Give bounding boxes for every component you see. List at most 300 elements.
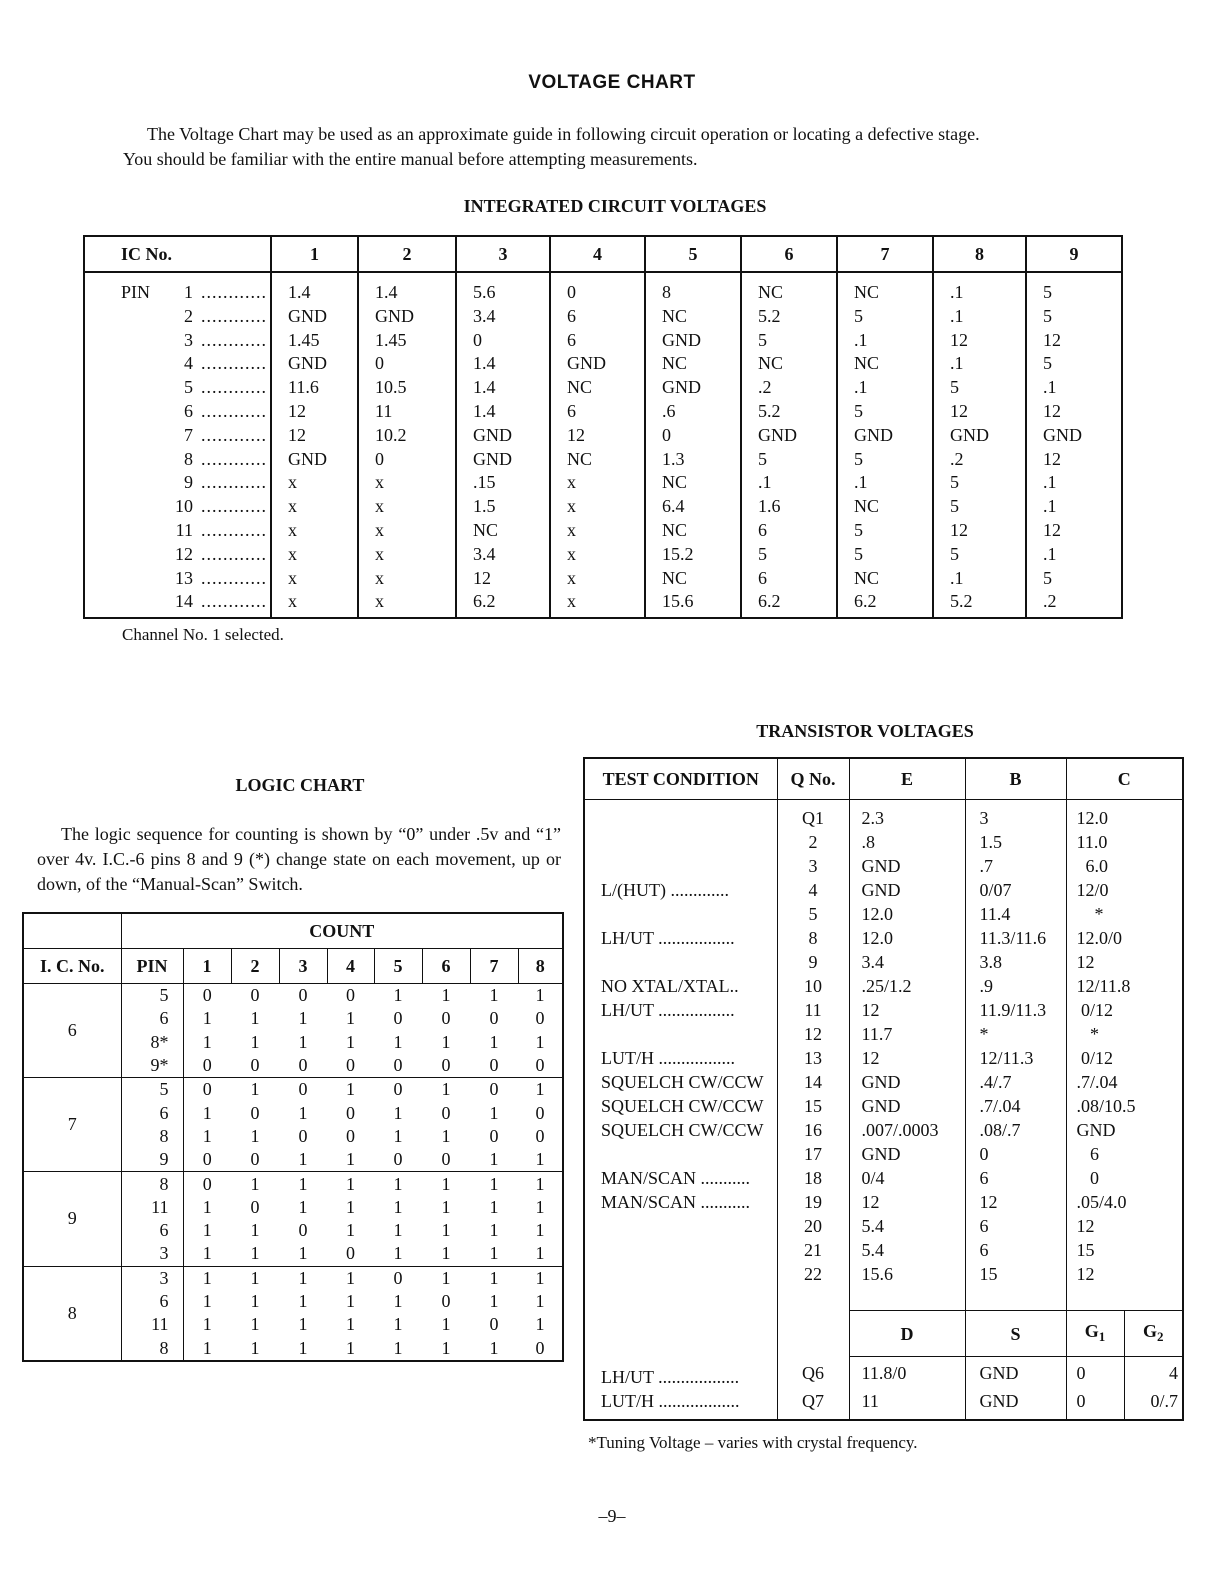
fet-header-row bbox=[584, 1311, 1183, 1357]
logic-state-cell: 1 bbox=[346, 1008, 355, 1029]
voltage-cell: NC bbox=[550, 376, 645, 400]
logic-state-cell: 1 bbox=[250, 1314, 260, 1335]
emitter-voltage-cell: 5.4 bbox=[849, 1214, 965, 1238]
voltage-cell: NC bbox=[645, 352, 741, 376]
voltage-cell: x bbox=[550, 471, 645, 495]
logic-state-cell: 1 bbox=[346, 1314, 355, 1335]
intro-paragraph bbox=[123, 122, 1113, 172]
count-column-header: 4 bbox=[327, 949, 374, 984]
logic-state-cell: 1 bbox=[298, 1314, 308, 1335]
logic-state-cell: 0 bbox=[231, 1054, 279, 1078]
collector-voltage-cell: 12.0 bbox=[1076, 808, 1108, 828]
voltage-cell: 12 bbox=[271, 424, 358, 448]
logic-state-cell: 1 bbox=[279, 1148, 327, 1172]
ic-column-header: 8 bbox=[933, 236, 1026, 272]
pin-number: 13 bbox=[175, 567, 193, 588]
voltage-cell: .1 bbox=[933, 352, 1026, 376]
test-condition-cell bbox=[584, 950, 777, 974]
voltage-cell: .1 bbox=[741, 471, 837, 495]
emitter-voltage-cell: 2.3 bbox=[849, 800, 965, 831]
tuning-voltage-note: *Tuning Voltage – varies with crystal frequency. bbox=[588, 1433, 918, 1452]
voltage-cell: 5 bbox=[837, 543, 933, 567]
logic-state-cell: 0 bbox=[489, 1125, 499, 1146]
voltage-cell: NC bbox=[550, 448, 645, 472]
transistor-row bbox=[584, 950, 1183, 974]
voltage-cell: x bbox=[271, 590, 358, 618]
logic-state-cell: 1 bbox=[327, 1148, 374, 1172]
logic-state-cell: 1 bbox=[393, 1125, 403, 1146]
logic-state-cell: 1 bbox=[535, 1173, 545, 1194]
test-condition-cell: LH/UT .................. bbox=[584, 1357, 777, 1389]
logic-state-cell: 0 bbox=[393, 1079, 403, 1100]
pin-number: 5 bbox=[184, 377, 193, 398]
voltage-cell: NC bbox=[837, 567, 933, 591]
g1-header bbox=[1066, 1311, 1124, 1357]
pin-number: 6 bbox=[184, 400, 193, 421]
test-condition-cell: LH/UT ................. bbox=[584, 926, 777, 950]
pin-number: 11 bbox=[175, 519, 193, 540]
voltage-cell: NC bbox=[456, 519, 550, 543]
voltage-cell: NC bbox=[645, 305, 741, 329]
logic-state-cell: 1 bbox=[231, 1242, 279, 1266]
ic-column-header: 5 bbox=[645, 236, 741, 272]
pin-number: 12 bbox=[175, 543, 193, 564]
ic-pin-cell bbox=[84, 590, 271, 618]
leader-dots: ............ bbox=[201, 496, 267, 517]
voltage-cell: 5 bbox=[837, 519, 933, 543]
logic-state-cell: 1 bbox=[250, 1125, 260, 1146]
voltage-cell: 1.4 bbox=[271, 272, 358, 305]
spacer-cell bbox=[777, 1286, 849, 1311]
gate-subscript: 2 bbox=[1157, 1328, 1164, 1344]
logic-state-cell: 0 bbox=[183, 1054, 231, 1078]
voltage-cell: x bbox=[550, 495, 645, 519]
voltage-cell: x bbox=[358, 543, 456, 567]
voltage-cell: x bbox=[358, 471, 456, 495]
voltage-cell: GND bbox=[456, 448, 550, 472]
count-column-header: 8 bbox=[518, 949, 563, 984]
logic-state-cell: 0 bbox=[202, 1079, 212, 1100]
count-column-header: 5 bbox=[374, 949, 422, 984]
transistor-row bbox=[584, 1118, 1183, 1142]
intro-line-2: You should be familiar with the entire manual before attempting measurements. bbox=[123, 149, 698, 169]
d-header: D bbox=[849, 1311, 965, 1357]
pin-number: 10 bbox=[175, 496, 193, 517]
voltage-cell: .1 bbox=[1026, 471, 1122, 495]
voltage-cell: 6 bbox=[741, 567, 837, 591]
transistor-row bbox=[584, 1262, 1183, 1286]
logic-state-cell: 0 bbox=[535, 1102, 545, 1123]
spacer-cell bbox=[1066, 1286, 1183, 1311]
logic-state-cell: 1 bbox=[298, 1008, 308, 1029]
logic-state-cell: 1 bbox=[441, 1031, 451, 1052]
base-voltage-cell: 3.8 bbox=[965, 950, 1066, 974]
ic-column-header: 6 bbox=[741, 236, 837, 272]
pin-number: 3 bbox=[184, 329, 193, 350]
test-condition-cell bbox=[584, 854, 777, 878]
logic-state-cell: 1 bbox=[250, 1267, 260, 1288]
voltage-cell: 0 bbox=[550, 272, 645, 305]
fet-header-blank bbox=[777, 1311, 849, 1357]
logic-state-cell: 1 bbox=[250, 1008, 260, 1029]
leader-dots: ............ bbox=[201, 282, 267, 302]
emitter-voltage-cell: 11.7 bbox=[849, 1022, 965, 1046]
logic-state-cell: 1 bbox=[489, 1031, 499, 1052]
voltage-cell: NC bbox=[741, 272, 837, 305]
logic-state-cell: 1 bbox=[535, 1267, 545, 1288]
pin-cell: 9* bbox=[121, 1054, 183, 1078]
transistor-row bbox=[584, 998, 1183, 1022]
logic-state-cell: 1 bbox=[518, 1242, 563, 1266]
logic-state-cell: 1 bbox=[346, 1196, 355, 1217]
source-voltage-cell: GND bbox=[965, 1389, 1066, 1420]
transistor-row bbox=[584, 1070, 1183, 1094]
transistor-row bbox=[584, 1022, 1183, 1046]
transistor-row bbox=[584, 1190, 1183, 1214]
logic-state-cell: 1 bbox=[202, 1196, 212, 1217]
base-voltage-cell: 12/11.3 bbox=[965, 1046, 1066, 1070]
ic-pin-cell bbox=[84, 272, 271, 305]
logic-intro bbox=[37, 822, 561, 897]
transistor-row bbox=[584, 854, 1183, 878]
logic-state-cell: 1 bbox=[202, 1267, 212, 1288]
emitter-voltage-cell: 12.0 bbox=[849, 902, 965, 926]
logic-state-cell: 1 bbox=[250, 1291, 260, 1311]
test-condition-cell: LUT/H ................. bbox=[584, 1046, 777, 1070]
voltage-cell: x bbox=[550, 567, 645, 591]
voltage-cell: .2 bbox=[741, 376, 837, 400]
logic-state-cell: 1 bbox=[393, 1102, 403, 1123]
test-condition-cell: NO XTAL/XTAL.. bbox=[584, 974, 777, 998]
logic-state-cell: 1 bbox=[346, 1267, 355, 1288]
base-voltage-cell: 12 bbox=[965, 1190, 1066, 1214]
collector-voltage-cell: 6 bbox=[1076, 1144, 1099, 1164]
transistor-row bbox=[584, 926, 1183, 950]
logic-state-cell: 1 bbox=[535, 1220, 545, 1241]
q-number-cell: 16 bbox=[777, 1118, 849, 1142]
q-number-cell: 3 bbox=[777, 854, 849, 878]
leader-dots: ............ bbox=[201, 543, 267, 564]
logic-state-cell: 1 bbox=[250, 1031, 260, 1052]
collector-voltage-cell: 6.0 bbox=[1076, 856, 1108, 876]
ic-row bbox=[84, 448, 1122, 472]
voltage-cell: NC bbox=[645, 567, 741, 591]
test-condition-cell bbox=[584, 1262, 777, 1286]
logic-state-cell: 1 bbox=[393, 1031, 403, 1052]
logic-state-cell: 1 bbox=[535, 1079, 545, 1100]
b-header: B bbox=[965, 758, 1066, 800]
intro-line-1: The Voltage Chart may be used as an approximate guide in following circuit operation or locating a defective stage. bbox=[147, 124, 980, 144]
ic-pin-cell bbox=[84, 329, 271, 353]
base-voltage-cell: 6 bbox=[965, 1238, 1066, 1262]
voltage-cell: 1.45 bbox=[271, 329, 358, 353]
logic-state-cell: 0 bbox=[231, 1148, 279, 1172]
collector-voltage-cell: 12/0 bbox=[1076, 880, 1109, 900]
leader-dots: ............ bbox=[201, 567, 267, 588]
logic-state-cell: 1 bbox=[422, 1336, 470, 1360]
logic-state-cell: 1 bbox=[518, 1148, 563, 1172]
logic-state-cell: 1 bbox=[441, 985, 451, 1006]
logic-state-cell: 1 bbox=[202, 1291, 212, 1311]
pin-header: PIN bbox=[121, 949, 183, 984]
logic-state-cell: 1 bbox=[441, 1173, 451, 1194]
e-header: E bbox=[849, 758, 965, 800]
collector-voltage-cell: .08/10.5 bbox=[1076, 1096, 1136, 1116]
leader-dots: ............ bbox=[201, 400, 267, 421]
logic-row bbox=[23, 1172, 563, 1196]
pin-number: 1 bbox=[184, 282, 193, 302]
ic-row bbox=[84, 376, 1122, 400]
logic-state-cell: 0 bbox=[489, 1314, 499, 1335]
pin-number: 9 bbox=[184, 472, 193, 493]
q-number-cell: 18 bbox=[777, 1166, 849, 1190]
voltage-cell: 5 bbox=[933, 376, 1026, 400]
collector-voltage-cell: 12 bbox=[1076, 952, 1095, 972]
test-condition-cell: LUT/H .................. bbox=[584, 1389, 777, 1420]
pin-cell: 8 bbox=[121, 1336, 183, 1360]
transistor-row bbox=[584, 830, 1183, 854]
logic-state-cell: 0 bbox=[279, 1054, 327, 1078]
logic-state-cell: 1 bbox=[346, 1220, 355, 1241]
pin-cell: 5 bbox=[121, 984, 183, 1008]
transistor-voltage-table bbox=[583, 757, 1184, 1421]
ic-pin-cell bbox=[84, 376, 271, 400]
test-condition-cell bbox=[584, 1214, 777, 1238]
logic-state-cell: 1 bbox=[441, 1220, 451, 1241]
logic-state-cell: 0 bbox=[327, 1242, 374, 1266]
leader-dots: ............ bbox=[201, 329, 267, 350]
logic-state-cell: 0 bbox=[393, 1008, 403, 1029]
test-condition-cell: SQUELCH CW/CCW bbox=[584, 1118, 777, 1142]
test-condition-header: TEST CONDITION bbox=[584, 758, 777, 800]
logic-state-cell: 1 bbox=[535, 1314, 545, 1335]
q-number-cell: 21 bbox=[777, 1238, 849, 1262]
pin-cell: 6 bbox=[121, 1101, 183, 1124]
transistor-row bbox=[584, 800, 1183, 831]
ic-column-header: 4 bbox=[550, 236, 645, 272]
voltage-cell: 12 bbox=[933, 400, 1026, 424]
logic-state-cell: 0 bbox=[374, 1054, 422, 1078]
emitter-voltage-cell: 12.0 bbox=[849, 926, 965, 950]
logic-state-cell: 1 bbox=[279, 1242, 327, 1266]
collector-voltage-cell: 15 bbox=[1076, 1240, 1095, 1260]
logic-state-cell: 1 bbox=[250, 1079, 260, 1100]
voltage-cell: .1 bbox=[933, 305, 1026, 329]
ic-row bbox=[84, 352, 1122, 376]
pin-cell: 11 bbox=[121, 1196, 183, 1219]
voltage-cell: x bbox=[550, 590, 645, 618]
logic-state-cell: 1 bbox=[470, 1148, 518, 1172]
logic-state-cell: 1 bbox=[202, 1125, 212, 1146]
voltage-cell: 11 bbox=[358, 400, 456, 424]
voltage-cell: .1 bbox=[933, 272, 1026, 305]
ic-row bbox=[84, 543, 1122, 567]
ic-row bbox=[84, 519, 1122, 543]
voltage-cell: x bbox=[550, 543, 645, 567]
logic-state-cell: 0 bbox=[298, 985, 308, 1006]
voltage-cell: x bbox=[358, 519, 456, 543]
collector-voltage-cell: 12 bbox=[1076, 1264, 1095, 1284]
count-column-header: 1 bbox=[183, 949, 231, 984]
voltage-cell: 3.4 bbox=[456, 305, 550, 329]
logic-state-cell: 1 bbox=[202, 1031, 212, 1052]
logic-state-cell: 0 bbox=[441, 1008, 451, 1029]
test-condition-cell bbox=[584, 1238, 777, 1262]
voltage-cell: x bbox=[271, 519, 358, 543]
logic-state-cell: 0 bbox=[518, 1336, 563, 1360]
transistor-row bbox=[584, 1142, 1183, 1166]
voltage-cell: NC bbox=[837, 495, 933, 519]
voltage-cell: 12 bbox=[1026, 329, 1122, 353]
logic-state-cell: 1 bbox=[393, 1173, 403, 1194]
leader-dots: ............ bbox=[201, 591, 267, 612]
ic-note: Channel No. 1 selected. bbox=[122, 625, 284, 644]
ic-row bbox=[84, 471, 1122, 495]
base-voltage-cell: 0/07 bbox=[965, 878, 1066, 902]
logic-state-cell: 0 bbox=[346, 1125, 355, 1146]
voltage-cell: .1 bbox=[837, 329, 933, 353]
pin-cell: 6 bbox=[121, 1290, 183, 1313]
logic-state-cell: 1 bbox=[489, 1196, 499, 1217]
voltage-cell: 1.4 bbox=[456, 376, 550, 400]
gate-subscript: 1 bbox=[1098, 1328, 1106, 1344]
voltage-cell: .1 bbox=[1026, 543, 1122, 567]
voltage-cell: x bbox=[271, 471, 358, 495]
s-header: S bbox=[965, 1311, 1066, 1357]
gate2-voltage-cell: 0/.7 bbox=[1150, 1390, 1178, 1411]
source-voltage-cell: GND bbox=[965, 1357, 1066, 1389]
logic-state-cell: 1 bbox=[298, 1031, 308, 1052]
logic-state-cell: 0 bbox=[535, 1125, 545, 1146]
logic-state-cell: 0 bbox=[441, 1291, 451, 1311]
count-column-header: 2 bbox=[231, 949, 279, 984]
logic-state-cell: 1 bbox=[535, 1196, 545, 1217]
voltage-cell: .15 bbox=[456, 471, 550, 495]
q-number-cell: 10 bbox=[777, 974, 849, 998]
voltage-cell: GND bbox=[358, 305, 456, 329]
q-number-cell: 5 bbox=[777, 902, 849, 926]
emitter-voltage-cell: 0/4 bbox=[849, 1166, 965, 1190]
q-number-cell: 11 bbox=[777, 998, 849, 1022]
logic-state-cell: 0 bbox=[374, 1148, 422, 1172]
collector-voltage-cell: 0/12 bbox=[1076, 1048, 1114, 1068]
logic-state-cell: 1 bbox=[422, 1242, 470, 1266]
voltage-cell: 5 bbox=[741, 543, 837, 567]
voltage-cell: 12 bbox=[933, 329, 1026, 353]
emitter-voltage-cell: 12 bbox=[849, 998, 965, 1022]
logic-state-cell: 1 bbox=[441, 1079, 451, 1100]
logic-state-cell: 0 bbox=[393, 1267, 403, 1288]
logic-state-cell: 1 bbox=[441, 1196, 451, 1217]
logic-state-cell: 1 bbox=[374, 1336, 422, 1360]
ic-pin-cell bbox=[84, 305, 271, 329]
q-number-cell: 2 bbox=[777, 830, 849, 854]
collector-voltage-cell: GND bbox=[1076, 1120, 1116, 1140]
voltage-cell: 12 bbox=[456, 567, 550, 591]
logic-state-cell: 1 bbox=[489, 1267, 499, 1288]
ic-pin-cell bbox=[84, 400, 271, 424]
voltage-cell: 5.2 bbox=[933, 590, 1026, 618]
logic-state-cell: 1 bbox=[535, 985, 545, 1006]
pin-cell: 3 bbox=[121, 1266, 183, 1290]
drain-voltage-cell: 11 bbox=[849, 1389, 965, 1420]
logic-state-cell: 1 bbox=[346, 1291, 355, 1311]
fet-row bbox=[584, 1389, 1183, 1420]
gate1-voltage-cell: 0 bbox=[1066, 1357, 1124, 1389]
logic-state-cell: 1 bbox=[393, 1196, 403, 1217]
logic-state-cell: 1 bbox=[393, 1314, 403, 1335]
logic-state-cell: 1 bbox=[202, 1314, 212, 1335]
leader-dots: ............ bbox=[201, 305, 267, 326]
logic-state-cell: 0 bbox=[250, 985, 260, 1006]
voltage-cell: NC bbox=[741, 352, 837, 376]
q-number-cell: Q6 bbox=[777, 1357, 849, 1389]
ic-column-header: 7 bbox=[837, 236, 933, 272]
ic-number-cell: 8 bbox=[23, 1266, 121, 1361]
logic-state-cell: 0 bbox=[535, 1008, 545, 1029]
collector-voltage-cell: 12.0/0 bbox=[1076, 928, 1123, 948]
voltage-cell: 5.2 bbox=[741, 305, 837, 329]
pin-number: 8 bbox=[184, 448, 193, 469]
emitter-voltage-cell: 12 bbox=[849, 1046, 965, 1070]
transistor-section-title: TRANSISTOR VOLTAGES bbox=[756, 721, 974, 741]
base-voltage-cell: .7/.04 bbox=[965, 1094, 1066, 1118]
base-voltage-cell: * bbox=[965, 1022, 1066, 1046]
emitter-voltage-cell: .25/1.2 bbox=[849, 974, 965, 998]
logic-state-cell: 1 bbox=[489, 1102, 499, 1123]
logic-chart-table bbox=[22, 912, 564, 1362]
ic-row bbox=[84, 495, 1122, 519]
base-voltage-cell: 11.9/11.3 bbox=[965, 998, 1066, 1022]
emitter-voltage-cell: 12 bbox=[849, 1190, 965, 1214]
ic-table-header bbox=[84, 236, 1122, 272]
voltage-cell: x bbox=[271, 543, 358, 567]
voltage-cell: 5 bbox=[837, 400, 933, 424]
emitter-voltage-cell: GND bbox=[849, 1094, 965, 1118]
logic-state-cell: 1 bbox=[250, 1220, 260, 1241]
logic-state-cell: 1 bbox=[231, 1336, 279, 1360]
voltage-cell: 12 bbox=[1026, 519, 1122, 543]
pin-cell: 6 bbox=[121, 1219, 183, 1242]
voltage-cell: 1.4 bbox=[456, 400, 550, 424]
logic-state-cell: 1 bbox=[298, 1173, 308, 1194]
ic-column-header: 9 bbox=[1026, 236, 1122, 272]
logic-state-cell: 1 bbox=[202, 1008, 212, 1029]
logic-state-cell: 0 bbox=[250, 1196, 260, 1217]
ic-number-cell: 9 bbox=[23, 1172, 121, 1266]
voltage-cell: 10.2 bbox=[358, 424, 456, 448]
logic-state-cell: 1 bbox=[489, 1173, 499, 1194]
test-condition-cell bbox=[584, 1022, 777, 1046]
voltage-cell: x bbox=[271, 567, 358, 591]
ic-voltage-table bbox=[83, 235, 1123, 619]
voltage-cell: 12 bbox=[550, 424, 645, 448]
ic-pin-cell bbox=[84, 352, 271, 376]
transistor-row bbox=[584, 1214, 1183, 1238]
count-column-header: 7 bbox=[470, 949, 518, 984]
base-voltage-cell: 15 bbox=[965, 1262, 1066, 1286]
q-number-cell: 15 bbox=[777, 1094, 849, 1118]
logic-state-cell: 1 bbox=[298, 1267, 308, 1288]
ic-row bbox=[84, 567, 1122, 591]
voltage-cell: 6.2 bbox=[456, 590, 550, 618]
logic-state-cell: 1 bbox=[535, 1031, 545, 1052]
logic-state-cell: 0 bbox=[250, 1102, 260, 1123]
logic-state-cell: 0 bbox=[202, 1173, 212, 1194]
transistor-row bbox=[584, 1238, 1183, 1262]
leader-dots: ............ bbox=[201, 519, 267, 540]
emitter-voltage-cell: .8 bbox=[849, 830, 965, 854]
